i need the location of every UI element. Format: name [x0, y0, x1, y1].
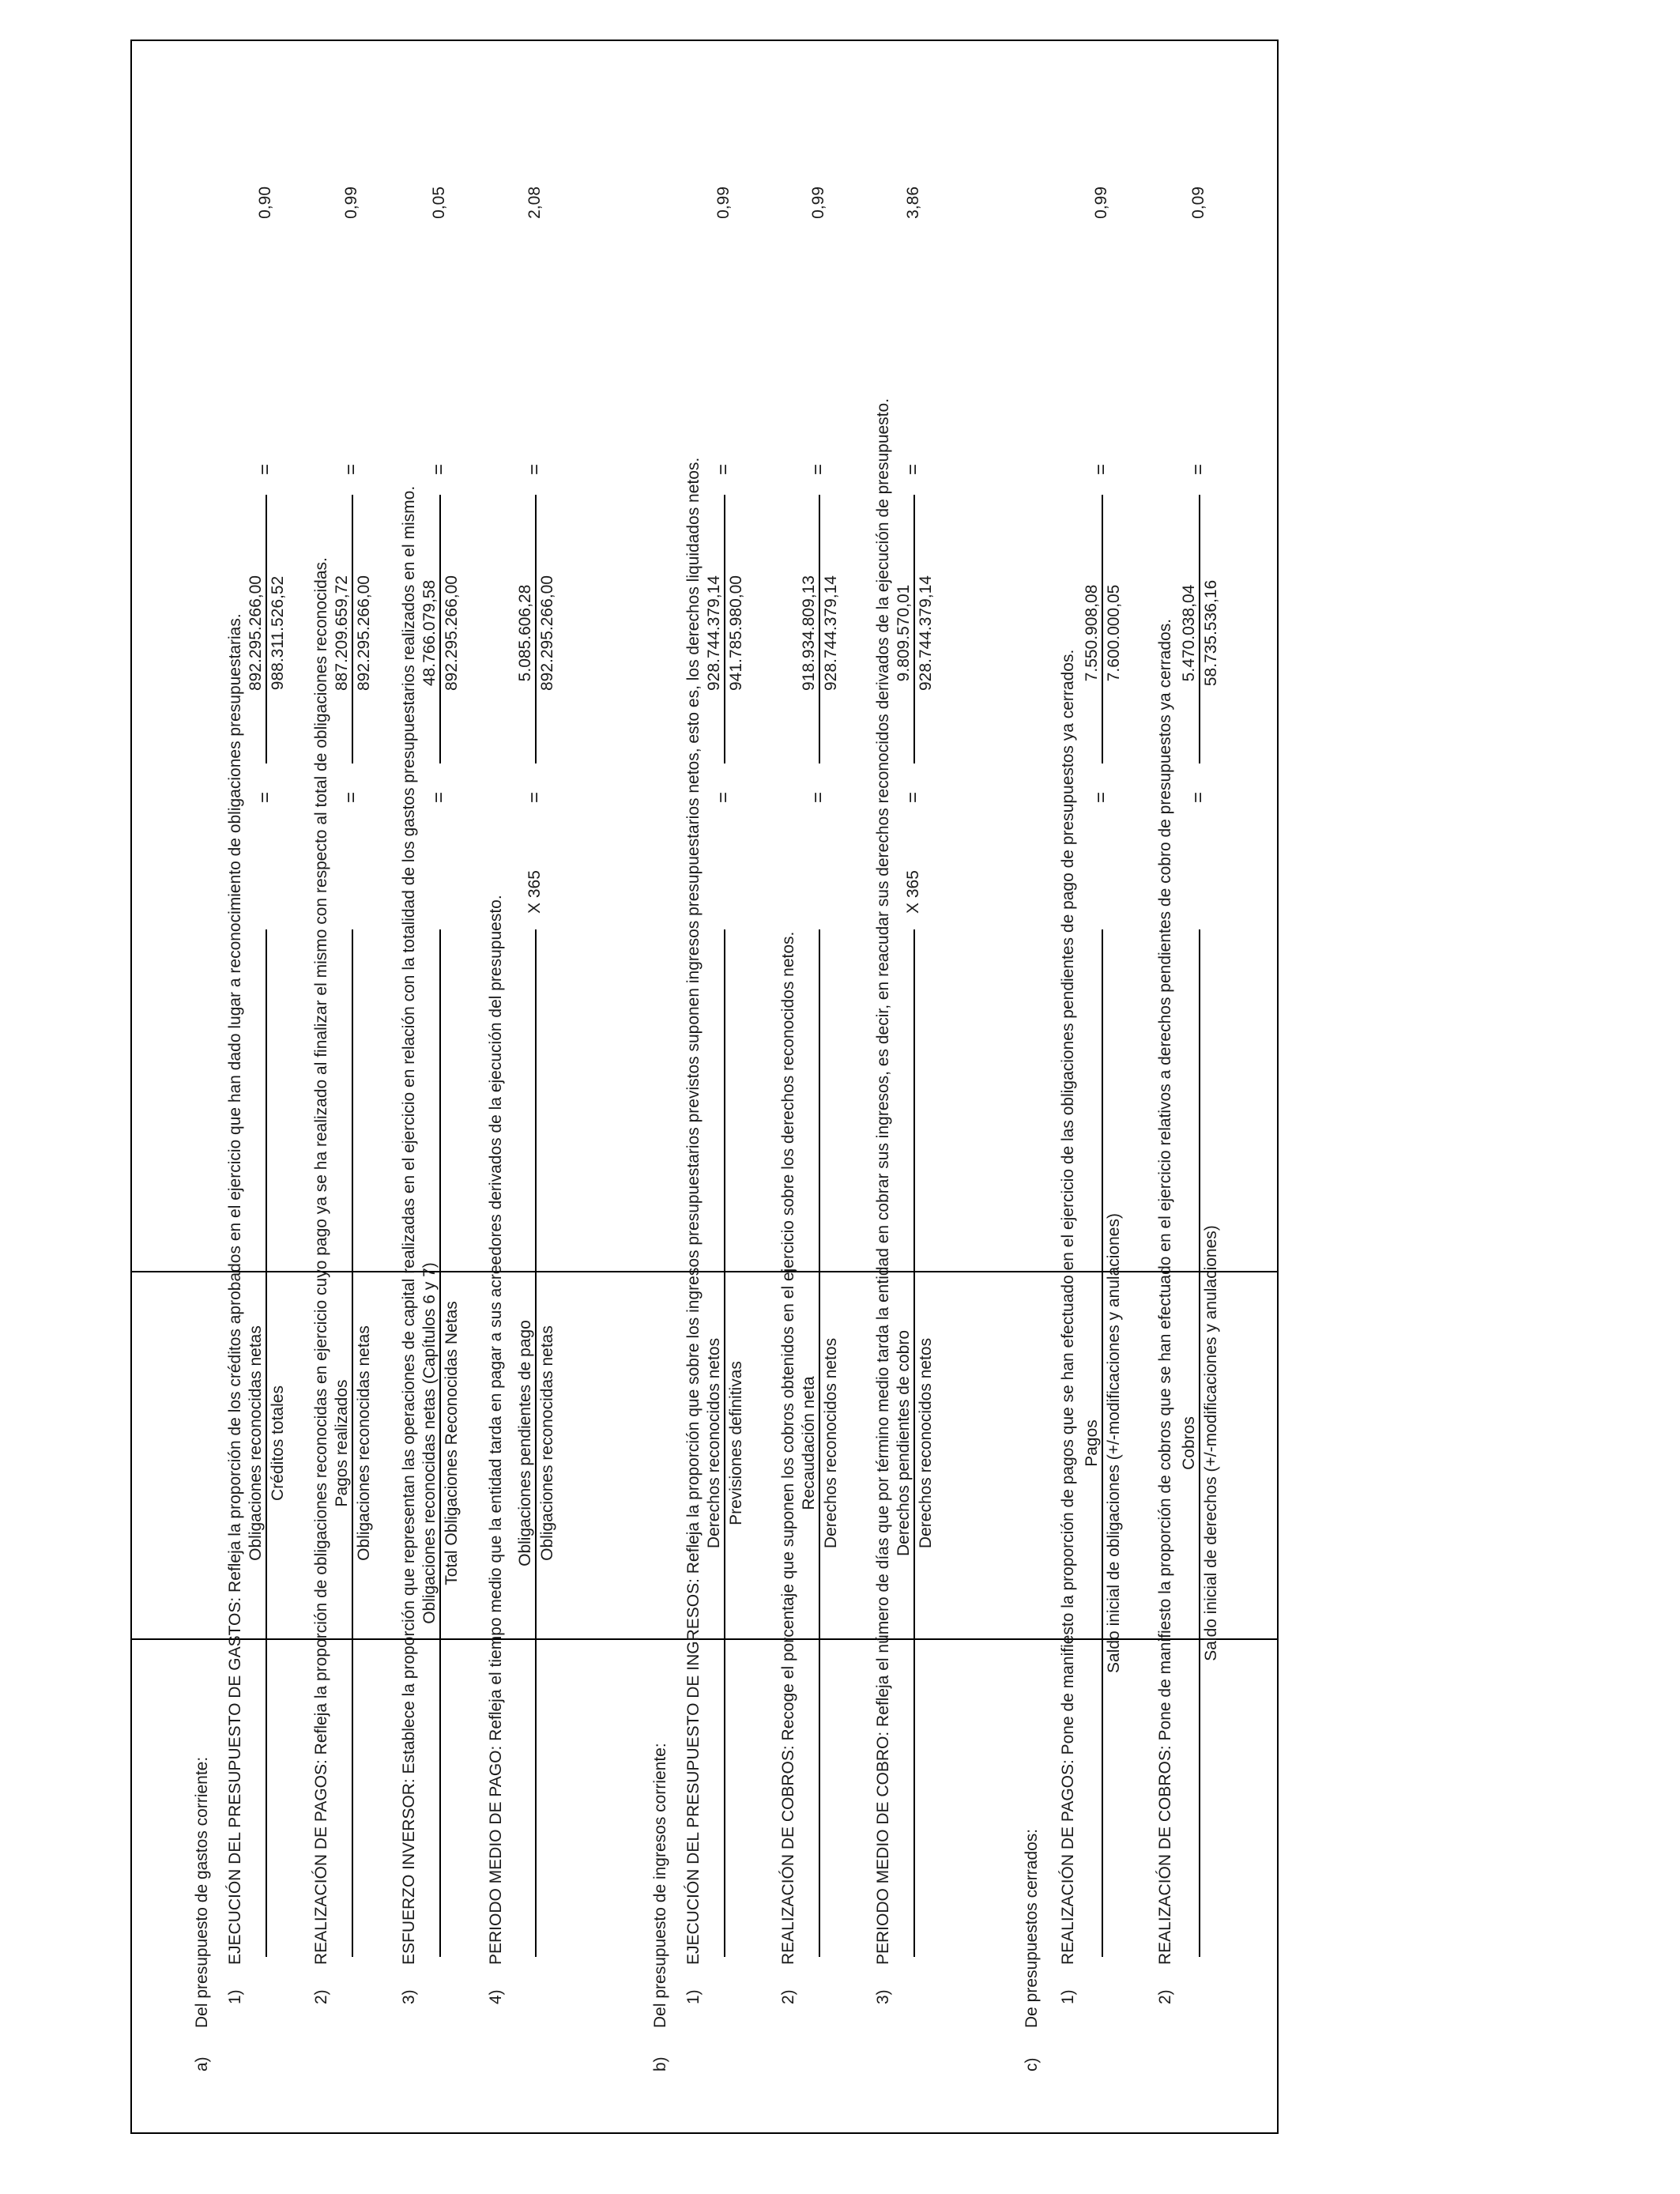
equals-sign: = — [254, 791, 276, 803]
denominator-label: Saldo inicial de derechos (+/-modificaciones y anulaciones) — [1202, 1225, 1220, 1661]
denominator-label: Previsiones definitivas — [727, 1361, 745, 1525]
section-title: De presupuestos cerrados: — [1023, 1828, 1041, 2028]
section-title: Del presupuesto de gastos corriente: — [193, 1756, 211, 2028]
value-fraction-bar — [819, 495, 820, 763]
fraction-bar — [1199, 929, 1200, 1957]
item-number: 3) — [874, 1989, 892, 2004]
section-marker: a) — [193, 2056, 211, 2071]
indicator-heading: ESFUERZO INVERSOR: Establece la proporción que representan las operaciones de capital realizadas en el ejercicio en relación con la totalidad de los gastos presupuestarios realizados en el mismo. — [400, 485, 418, 1965]
value-fraction-bar — [1199, 495, 1200, 763]
denominator-value: 892.295.266,00 — [443, 575, 461, 691]
indicator-heading: PERIODO MEDIO DE PAGO: Refleja el tiempo medio que la entidad tarda en pagar a sus acreedores derivados de la ejecución del presupuesto. — [487, 895, 505, 1965]
item-number: 2) — [312, 1989, 330, 2004]
numerator-value: 5.470.038,04 — [1180, 584, 1198, 682]
numerator-value: 892.295.266,00 — [247, 575, 265, 691]
indicator-heading: EJECUCIÓN DEL PRESUPUESTO DE INGRESOS: Refleja la proporción que sobre los ingresos presupuestarios previstos suponen ingresos presupuestarios netos, esto es, los derechos liquidados netos. — [684, 457, 703, 1965]
value-fraction-bar — [439, 495, 441, 763]
indicator-heading: REALIZACIÓN DE PAGOS: Refleja la proporción de obligaciones reconocidas en ejercicio cuyo pago ya se ha realizado al finalizar el mismo con respecto al total de obligaciones reconocidas. — [312, 557, 330, 1965]
numerator-value: 7.550.908,08 — [1083, 584, 1101, 682]
item-number: 1) — [684, 1989, 703, 2004]
equals-sign: = — [808, 791, 829, 803]
equals-sign: = — [524, 791, 545, 803]
denominator-label: Obligaciones reconocidas netas — [538, 1325, 556, 1561]
equals-sign: = — [1188, 463, 1209, 475]
item-number: 1) — [1059, 1989, 1077, 2004]
numerator-value: 9.809.570,01 — [895, 584, 913, 682]
multiplier-x365: X 365 — [525, 870, 544, 914]
equals-sign: = — [428, 791, 450, 803]
fraction-bar — [439, 929, 441, 1957]
ratio-result: 0,05 — [430, 187, 448, 219]
indicator-heading: REALIZACIÓN DE PAGOS: Pone de manifiesto la proporción de pagos que se han efectuado en el ejercicio de las obligaciones pendientes de pago de presupuestos ya cerrados. — [1059, 649, 1077, 1965]
denominator-value: 928.744.379,14 — [917, 575, 935, 691]
value-fraction-bar — [535, 495, 537, 763]
denominator-label: Derechos reconocidos netos — [917, 1337, 935, 1549]
item-number: 4) — [487, 1989, 505, 2004]
equals-sign: = — [808, 463, 829, 475]
equals-sign: = — [341, 791, 362, 803]
equals-sign: = — [254, 463, 276, 475]
numerator-value: 887.209.659,72 — [333, 575, 351, 691]
numerator-value: 918.934.809,13 — [800, 575, 818, 691]
value-fraction-bar — [1102, 495, 1103, 763]
value-fraction-bar — [724, 495, 725, 763]
numerator-label: Obligaciones reconocidas netas (Capítulos 6 y 7) — [420, 1262, 439, 1624]
value-fraction-bar — [266, 495, 267, 763]
section-marker: c) — [1023, 2057, 1041, 2071]
equals-sign: = — [341, 463, 362, 475]
numerator-value: 48.766.079,58 — [420, 579, 439, 687]
denominator-label: Derechos reconocidos netos — [822, 1337, 840, 1549]
denominator-label: Créditos totales — [269, 1385, 287, 1501]
value-fraction-bar — [913, 495, 915, 763]
numerator-label: Obligaciones reconocidas netas — [247, 1325, 265, 1561]
numerator-value: 928.744.379,14 — [705, 575, 723, 691]
denominator-value: 928.744.379,14 — [822, 575, 840, 691]
equals-sign: = — [524, 463, 545, 475]
ratio-result: 0,99 — [714, 187, 733, 219]
fraction-bar — [819, 929, 820, 1957]
fraction-bar — [724, 929, 725, 1957]
equals-sign: = — [1090, 463, 1112, 475]
denominator-value: 892.295.266,00 — [355, 575, 373, 691]
ratio-result: 0,99 — [1092, 187, 1110, 219]
denominator-value: 58.735.536,16 — [1202, 579, 1220, 687]
denominator-value: 941.785.980,00 — [727, 575, 745, 691]
denominator-label: Saldo inicial de obligaciones (+/-modificaciones y anulaciones) — [1105, 1213, 1123, 1673]
numerator-label: Pagos realizados — [333, 1379, 351, 1507]
denominator-label: Obligaciones reconocidas netas — [355, 1325, 373, 1561]
equals-sign: = — [902, 463, 924, 475]
item-number: 2) — [1156, 1989, 1174, 2004]
fraction-bar — [266, 929, 267, 1957]
ratio-result: 0,09 — [1189, 187, 1207, 219]
indicator-heading: REALIZACIÓN DE COBROS: Recoge el porcentaje que suponen los cobros obtenidos en el ejercicio sobre los derechos reconocidos netos. — [779, 931, 797, 1965]
denominator-value: 892.295.266,00 — [538, 575, 556, 691]
fraction-bar — [913, 929, 915, 1957]
numerator-value: 5.085.606,28 — [516, 584, 534, 682]
item-number: 3) — [400, 1989, 418, 2004]
multiplier-x365: X 365 — [904, 870, 922, 914]
equals-sign: = — [1188, 791, 1209, 803]
fraction-bar — [352, 929, 353, 1957]
denominator-label: Total Obligaciones Reconocidas Netas — [443, 1301, 461, 1585]
numerator-label: Derechos pendientes de cobro — [895, 1329, 913, 1557]
indicator-heading: EJECUCIÓN DEL PRESUPUESTO DE GASTOS: Refleja la proporción de los créditos aprobados en el ejercicio que han dado lugar a reconocimiento de obligaciones presupuestarias. — [226, 613, 244, 1965]
indicator-heading: REALIZACIÓN DE COBROS: Pone de manifiesto la proporción de cobros que se han efectuado en el ejercicio relativos a derechos pendientes de cobro de presupuestos ya cerrados. — [1156, 618, 1174, 1965]
section-title: Del presupuesto de ingresos corriente: — [651, 1743, 669, 2028]
denominator-value: 988.311.526,52 — [269, 575, 287, 691]
indicator-heading: PERIODO MEDIO DE COBRO: Refleja el número de días que por término medio tarda la entidad en cobrar sus ingresos, es decir, en reacudar sus derechos reconocidos derivados de la ejecución de presupuesto. — [874, 398, 892, 1965]
equals-sign: = — [713, 791, 734, 803]
item-number: 1) — [226, 1989, 244, 2004]
numerator-label: Pagos — [1083, 1419, 1101, 1467]
equals-sign: = — [902, 791, 924, 803]
equals-sign: = — [713, 463, 734, 475]
ratio-result: 2,08 — [525, 187, 544, 219]
fraction-bar — [535, 929, 537, 1957]
fraction-bar — [1102, 929, 1103, 1957]
numerator-label: Cobros — [1180, 1416, 1198, 1470]
equals-sign: = — [428, 463, 450, 475]
ratio-result: 0,99 — [809, 187, 827, 219]
ratio-result: 0,90 — [256, 187, 274, 219]
ratio-result: 0,99 — [342, 187, 360, 219]
item-number: 2) — [779, 1989, 797, 2004]
section-marker: b) — [651, 2056, 669, 2071]
numerator-label: Obligaciones pendientes de pago — [516, 1320, 534, 1566]
denominator-value: 7.600.000,05 — [1105, 584, 1123, 682]
value-fraction-bar — [352, 495, 353, 763]
equals-sign: = — [1090, 791, 1112, 803]
numerator-label: Derechos reconocidos netos — [705, 1337, 723, 1549]
numerator-label: Recaudación neta — [800, 1376, 818, 1510]
ratio-result: 3,86 — [904, 187, 922, 219]
